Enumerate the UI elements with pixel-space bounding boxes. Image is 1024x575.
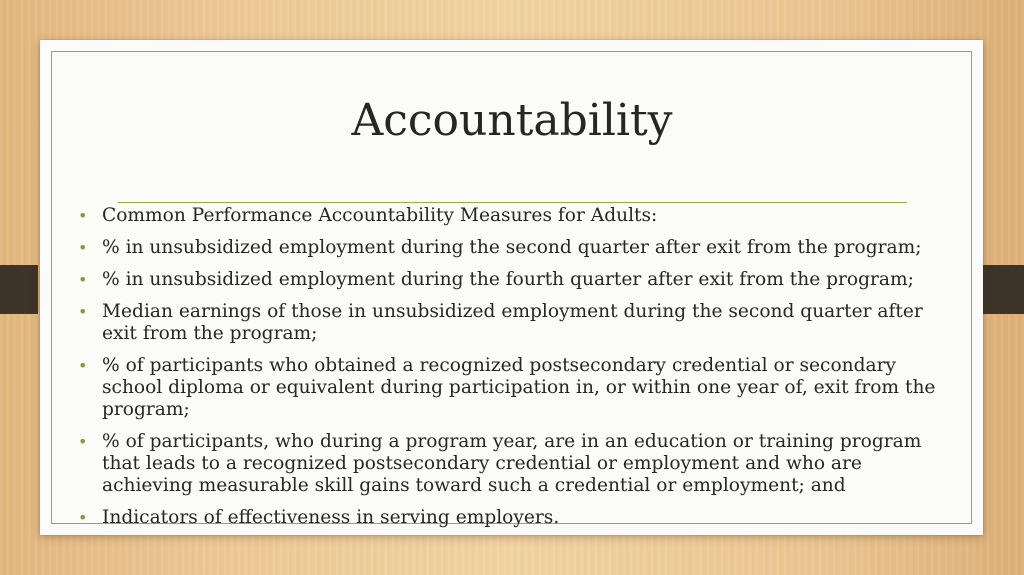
bullet-icon: •	[78, 270, 88, 289]
title-underline	[118, 202, 907, 203]
bullet-icon: •	[78, 206, 88, 225]
list-item	[78, 507, 958, 529]
list-item	[78, 301, 958, 345]
bullet-list	[78, 205, 958, 539]
list-item	[78, 355, 958, 421]
bullet-text: Common Performance Accountability Measures for Adults:	[102, 205, 658, 226]
bullet-text: % of participants who obtained a recognized postsecondary credential or secondary school diploma or equivalent during participation in, or within one year of, exit from the program;	[102, 355, 936, 420]
bullet-text: Median earnings of those in unsubsidized employment during the second quarter after exit from the program;	[102, 301, 923, 344]
left-band-decoration	[0, 265, 38, 314]
list-item	[78, 205, 958, 227]
bullet-text: Indicators of effectiveness in serving employers.	[102, 507, 560, 528]
bullet-text: % in unsubsidized employment during the second quarter after exit from the program;	[102, 237, 922, 258]
list-item	[78, 237, 958, 259]
slide-title: Accountability	[351, 95, 673, 146]
bullet-text: % in unsubsidized employment during the fourth quarter after exit from the program;	[102, 269, 914, 290]
bullet-icon: •	[78, 508, 88, 527]
bullet-text: % of participants, who during a program year, are in an education or training program that leads to a recognized postsecondary credential or employment and who are achieving measurable skill gains toward such a credential or employment; and	[102, 431, 922, 496]
bullet-icon: •	[78, 302, 88, 321]
list-item	[78, 269, 958, 291]
bullet-icon: •	[78, 432, 88, 451]
list-item	[78, 431, 958, 497]
bullet-icon: •	[78, 356, 88, 375]
bullet-icon: •	[78, 238, 88, 257]
